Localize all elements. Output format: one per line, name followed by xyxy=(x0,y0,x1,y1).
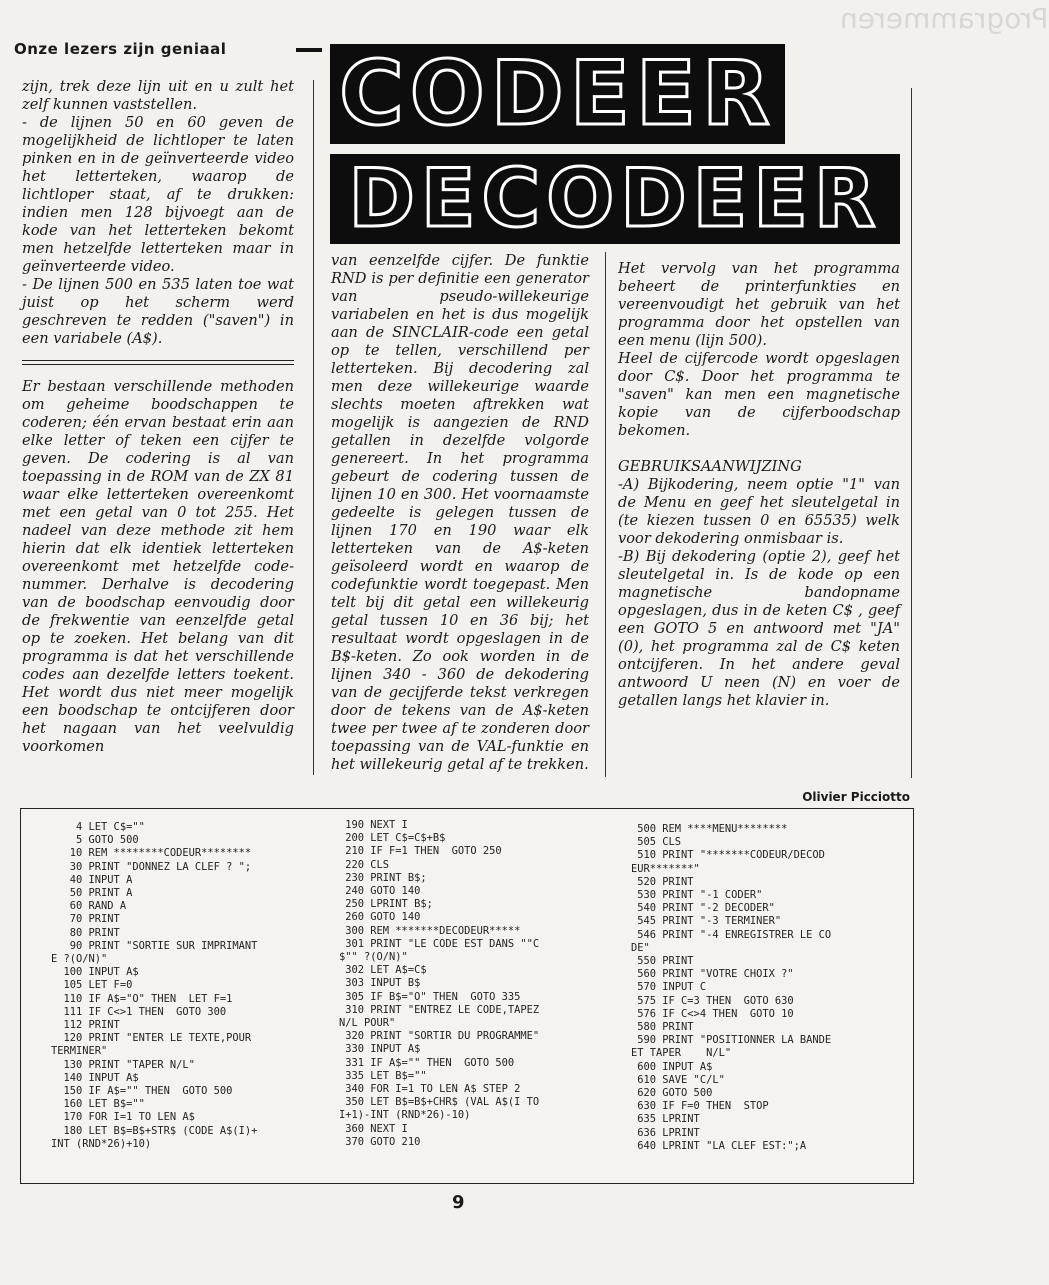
section-title: Onze lezers zijn geniaal xyxy=(14,40,227,58)
code-line: 320 PRINT "SORTIR DU PROGRAMME" xyxy=(339,1030,540,1043)
code-line: 640 LPRINT "LA CLEF EST:";A xyxy=(631,1139,807,1152)
title-band-decodeer xyxy=(330,154,900,244)
code-line: 510 PRINT "*******CODEUR/DECOD xyxy=(631,849,825,862)
code-line: 240 GOTO 140 xyxy=(339,885,421,898)
code-line: ET TAPER N/L" xyxy=(631,1047,732,1060)
code-line: 90 PRINT "SORTIE SUR IMPRIMANT xyxy=(51,939,258,952)
code-line: 110 IF A$="O" THEN LET F=1 xyxy=(51,992,233,1005)
code-line: E ?(O/N)" xyxy=(51,953,108,966)
code-line: 50 PRINT A xyxy=(51,887,133,900)
bleed-through-text: Programmeren xyxy=(840,2,1049,35)
code-line: N/L POUR" xyxy=(339,1017,396,1030)
code-line: 335 LET B$="" xyxy=(339,1069,427,1082)
code-line: 301 PRINT "LE CODE EST DANS ""C xyxy=(339,937,540,950)
code-line: 5 GOTO 500 xyxy=(51,834,139,847)
code-line: 30 PRINT "DONNEZ LA CLEF ? "; xyxy=(51,860,252,873)
column-1-top xyxy=(22,78,294,348)
code-line: 310 PRINT "ENTREZ LE CODE,TAPEZ xyxy=(339,1003,540,1016)
paragraph xyxy=(618,440,900,458)
code-line: 330 INPUT A$ xyxy=(339,1043,421,1056)
code-line: 505 CLS xyxy=(631,836,682,849)
code-line: 140 INPUT A$ xyxy=(51,1071,139,1084)
title-line-1: CODEER xyxy=(339,42,776,145)
code-line: 180 LET B$=B$+STR$ (CODE A$(I)+ xyxy=(51,1124,258,1137)
code-line: 546 PRINT "-4 ENREGISTRER LE CO xyxy=(631,928,832,941)
listing-column-2 xyxy=(339,819,539,1149)
paragraph: - De lijnen 500 en 535 laten toe wat juist op het scherm werd geschreven te redden ("saven") in een variabele (A$). xyxy=(22,276,294,347)
code-line: 70 PRINT xyxy=(51,913,120,926)
code-line: 630 IF F=0 THEN STOP xyxy=(631,1100,769,1113)
code-line: 636 LPRINT xyxy=(631,1126,700,1139)
code-line: 230 PRINT B$; xyxy=(339,871,427,884)
code-line: 600 INPUT A$ xyxy=(631,1060,713,1073)
page-number: 9 xyxy=(452,1192,465,1213)
code-line: 150 IF A$="" THEN GOTO 500 xyxy=(51,1085,233,1098)
code-line: 100 INPUT A$ xyxy=(51,966,139,979)
header-rule xyxy=(296,48,322,52)
code-line: 260 GOTO 140 xyxy=(339,911,421,924)
code-line: 220 CLS xyxy=(339,858,390,871)
code-line: 60 RAND A xyxy=(51,900,127,913)
code-line: DE" xyxy=(631,941,650,954)
code-line: 545 PRINT "-3 TERMINER" xyxy=(631,915,782,928)
title-band-codeer xyxy=(330,44,785,144)
code-line: 530 PRINT "-1 CODER" xyxy=(631,889,763,902)
listing-column-3 xyxy=(631,823,831,1153)
paragraph: Er bestaan verschillende methoden om geheime boodschappen te coderen; één ervan bestaat erin aan elke letter of teken een cijfer te geven. De codering is al van toepassing in de ROM van de ZX 81 waar elke letterteken overeenkomt met een getal van 0 tot 255. Het nadeel van deze methode zit hem hierin dat elk identiek letterteken overeenkomt met hetzelfde code-nummer. Derhalve is decodering van de boodschap eenvoudig door de frekwentie van eenzelfde getal op te zoeken. Het belang van dit programma is dat het verschillende codes aan dezelfde letters toekent. Het wordt dus niet meer mogelijk een boodschap te ontcijferen door het nagaan van het veelvuldig voorkomen xyxy=(22,378,294,755)
paragraph: -B) Bij dekodering (optie 2), geef het sleutelgetal in. Is de kode op een magnetische bandopname opgeslagen, dus in de keten C$ , geef een GOTO 5 en antwoord met "JA" (0), het programma zal de C$ keten ontcijferen. In het andere geval antwoord U neen (N) en voer de getallen langs het klavier in. xyxy=(618,548,900,709)
code-line: 570 INPUT C xyxy=(631,981,707,994)
code-line: 250 LPRINT B$; xyxy=(339,898,433,911)
listing-column-1 xyxy=(51,821,257,1151)
code-line: EUR*******" xyxy=(631,862,700,875)
code-line: 40 INPUT A xyxy=(51,873,133,886)
code-line: 190 NEXT I xyxy=(339,819,408,831)
code-line: 540 PRINT "-2 DECODER" xyxy=(631,902,775,915)
code-line: 303 INPUT B$ xyxy=(339,977,421,990)
code-line: 4 LET C$="" xyxy=(51,821,145,833)
code-line: 576 IF C<>4 THEN GOTO 10 xyxy=(631,1007,794,1020)
code-line: 610 SAVE "C/L" xyxy=(631,1073,725,1086)
title-line-2: DECODEER xyxy=(348,152,882,245)
code-line: 575 IF C=3 THEN GOTO 630 xyxy=(631,994,794,1007)
code-line: INT (RND*26)+10) xyxy=(51,1137,152,1150)
paragraph: Heel de cijfercode wordt opgeslagen door C$. Door het programma te "saven" kan men een magnetische kopie van de cijferboodschap bekomen. xyxy=(618,350,900,439)
code-line: 302 LET A$=C$ xyxy=(339,964,427,977)
code-line: 105 LET F=0 xyxy=(51,979,133,992)
paragraph: van eenzelfde cijfer. De funktie RND is per definitie een generator van pseudo-willekeurige variabelen en het is dus mogelijk aan de SINCLAIR-code een getal op te tellen, verschillend per letterteken. Bij decodering zal men deze willekeurige waarde slechts moeten aftrekken wat mogelijk is aangezien de RND getallen in dezelfde volgorde genereert. In het programma gebeurt de codering tussen de lijnen 10 en 300. Het voornaamste gedeelte is gelegen tussen de lijnen 170 en 190 waar elk letterteken van de A$-keten geïsoleerd wordt en waarop de codefunktie wordt toegepast. Men telt bij dit getal een willekeurig getal tussen 10 en 36 bij; het resultaat wordt opgeslagen in de B$-keten. Zo ook worden in de lijnen 340 - 360 de dekodering van de geciјferde tekst verkregen door de tekens van de A$-keten twee per twee af te zonderen door toepassing van de VAL-funktie en het willekeurig getal af te trekken. xyxy=(331,252,589,773)
column-divider xyxy=(22,360,294,365)
paragraph: Het vervolg van het programma beheert de printerfunkties en vereenvoudigt het gebruik van het programma door het opstellen van een menu (lijn 500). xyxy=(618,260,900,349)
code-line: 580 PRINT xyxy=(631,1021,694,1034)
column-rule-right xyxy=(911,88,912,778)
code-line: 80 PRINT xyxy=(51,926,120,939)
code-line: 520 PRINT xyxy=(631,875,694,888)
article-title xyxy=(330,44,900,244)
paragraph: zijn, trek deze lijn uit en u zult het zelf kunnen vaststellen. xyxy=(22,78,294,113)
code-line: 120 PRINT "ENTER LE TEXTE,POUR xyxy=(51,1032,252,1045)
code-line: 300 REM *******DECODEUR***** xyxy=(339,924,521,937)
code-line: 170 FOR I=1 TO LEN A$ xyxy=(51,1111,195,1124)
code-line: 160 LET B$="" xyxy=(51,1098,145,1111)
code-line: 112 PRINT xyxy=(51,1019,120,1032)
code-line: 350 LET B$=B$+CHR$ (VAL A$(I TO xyxy=(339,1096,540,1109)
program-listing xyxy=(20,808,914,1184)
column-1-bottom xyxy=(22,378,294,756)
usage-heading: GEBRUIKSAANWIJZING xyxy=(618,458,802,475)
code-line: 500 REM ****MENU******** xyxy=(631,823,788,835)
code-line: I+1)-INT (RND*26)-10) xyxy=(339,1109,471,1122)
code-line: 590 PRINT "POSITIONNER LA BANDE xyxy=(631,1034,832,1047)
code-line: 340 FOR I=1 TO LEN A$ STEP 2 xyxy=(339,1083,521,1096)
code-line: 331 IF A$="" THEN GOTO 500 xyxy=(339,1056,515,1069)
code-line: 620 GOTO 500 xyxy=(631,1087,713,1100)
paragraph: - de lijnen 50 en 60 geven de mogelijkheid de lichtloper te laten pinken en in de geïnverteerde video het letterteken, waarop de lichtloper staat, af te drukken: indien men 128 bijvoegt aan de kode van het letterteken bekomt men hetzelfde letterteken maar in geïnverteerde video. xyxy=(22,114,294,275)
code-line: 210 IF F=1 THEN GOTO 250 xyxy=(339,845,502,858)
code-line: 130 PRINT "TAPER N/L" xyxy=(51,1058,195,1071)
code-line: 370 GOTO 210 xyxy=(339,1135,421,1148)
code-line: 305 IF B$="O" THEN GOTO 335 xyxy=(339,990,521,1003)
column-rule-middle xyxy=(605,252,606,777)
code-line: 360 NEXT I xyxy=(339,1122,408,1135)
code-line: 560 PRINT "VOTRE CHOIX ?" xyxy=(631,968,794,981)
code-line: 200 LET C$=C$+B$ xyxy=(339,832,446,845)
code-line: $"" ?(O/N)" xyxy=(339,951,408,964)
column-2 xyxy=(331,252,589,774)
code-line: 10 REM ********CODEUR******** xyxy=(51,847,252,860)
code-line: 550 PRINT xyxy=(631,955,694,968)
column-rule-left xyxy=(313,80,314,775)
author-name: Olivier Picciotto xyxy=(802,790,910,804)
code-line: 111 IF C<>1 THEN GOTO 300 xyxy=(51,1005,227,1018)
code-line: 635 LPRINT xyxy=(631,1113,700,1126)
column-3 xyxy=(618,260,900,710)
code-line: TERMINER" xyxy=(51,1045,108,1058)
paragraph: -A) Bijkodering, neem optie "1" van de Menu en geef het sleutelgetal in (te kiezen tussen 0 en 65535) welk voor dekodering onmisbaar is. xyxy=(618,476,900,547)
